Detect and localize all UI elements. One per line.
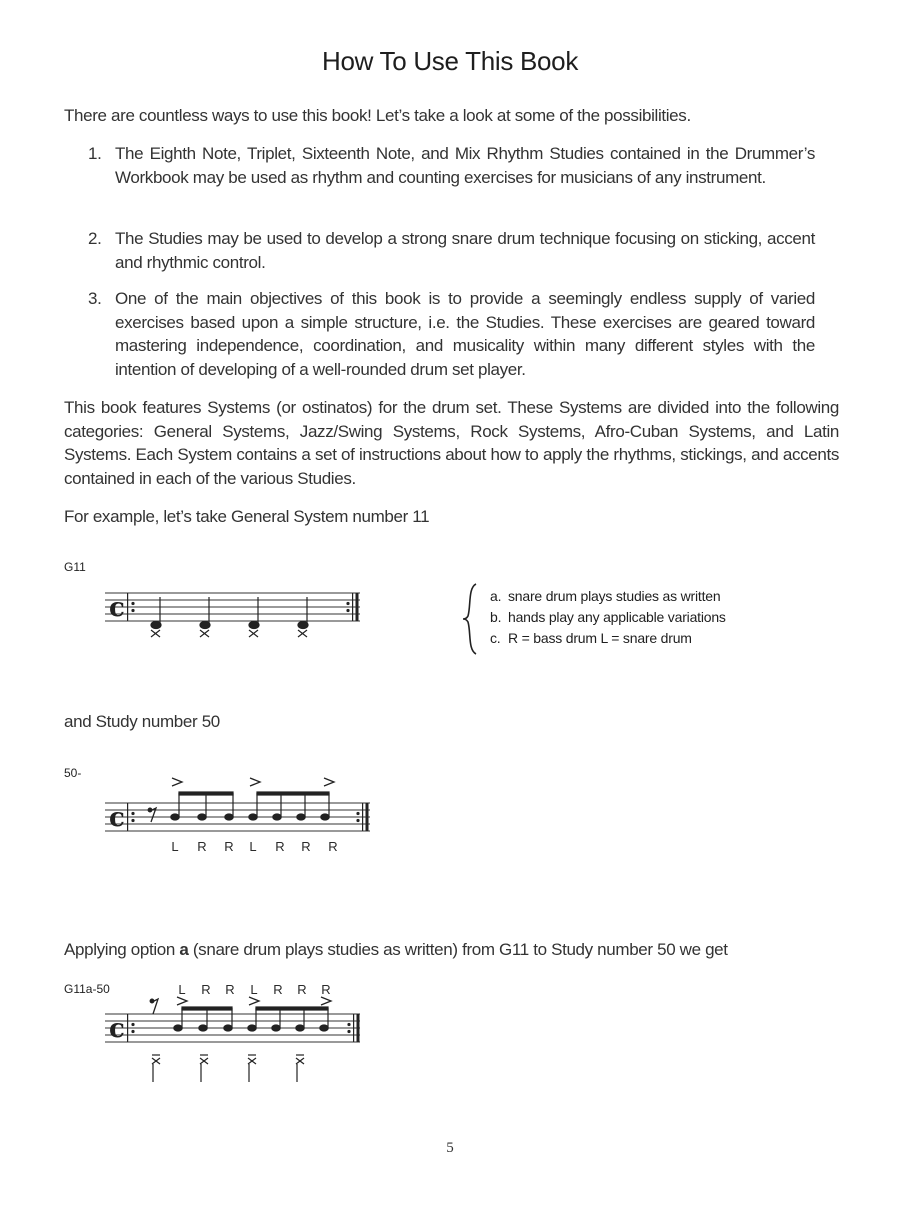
option-letter: a bbox=[179, 940, 189, 959]
systems-paragraph: This book features Systems (or ostinatos) for the drum set. These Systems are divided into the following categories: General Systems, Jazz/Swing Systems, Rock Systems, Afro-Cuban Systems, and Latin Systems. Each System contains a set of instructions about how to apply the rhythms, stickings, and accents contained in each of the various Studies. bbox=[64, 398, 839, 488]
common-time-symbol: c bbox=[109, 1014, 125, 1044]
bass-notes bbox=[151, 597, 308, 637]
study50-label: 50- bbox=[64, 766, 82, 780]
instruction-b: b. hands play any applicable variations bbox=[490, 609, 726, 625]
list-item-3 bbox=[88, 287, 815, 381]
eighth-rest bbox=[150, 999, 158, 1014]
example-intro: For example, let’s take General System number 11 bbox=[64, 507, 430, 526]
sticking-letter: R bbox=[273, 982, 283, 997]
g11-label: G11 bbox=[64, 560, 86, 574]
eighth-rest bbox=[148, 808, 156, 822]
list-text: The Studies may be used to develop a strong snare drum technique focusing on sticking, accent and rhythmic control. bbox=[115, 229, 815, 272]
sticking-letter: L bbox=[250, 982, 258, 997]
sticking-letter: R bbox=[224, 839, 234, 854]
instruction-c: c. R = bass drum L = snare drum bbox=[490, 630, 692, 646]
applying-paragraph: Applying option a (snare drum plays studies as written) from G11 to Study number 50 we get bbox=[64, 940, 728, 959]
study50-staff bbox=[100, 770, 375, 860]
sticking-letter: L bbox=[178, 982, 186, 997]
list-number: 1. bbox=[88, 144, 102, 163]
sticking-letter: L bbox=[249, 839, 257, 854]
combined-label: G11a-50 bbox=[64, 982, 110, 996]
note bbox=[298, 597, 308, 637]
combined-staff bbox=[100, 980, 370, 1090]
sticking-letter: R bbox=[201, 982, 211, 997]
combined-sticking bbox=[178, 982, 330, 997]
sticking-letter: R bbox=[301, 839, 311, 854]
list-item-2 bbox=[88, 227, 815, 274]
sticking-letter: R bbox=[197, 839, 207, 854]
g11-instructions bbox=[490, 586, 790, 649]
page-number: 5 bbox=[446, 1140, 454, 1156]
sticking-letter: R bbox=[321, 982, 331, 997]
snare-notes bbox=[174, 1007, 328, 1031]
snare-notes bbox=[171, 792, 329, 820]
common-time-symbol: c bbox=[109, 593, 125, 623]
note bbox=[200, 597, 210, 637]
intro-paragraph: There are countless ways to use this book! Let’s take a look at some of the possibilities. bbox=[64, 106, 691, 125]
accent-marks bbox=[177, 997, 331, 1005]
note bbox=[249, 597, 259, 637]
study50-sticking bbox=[171, 839, 337, 854]
g11-staff bbox=[100, 585, 370, 645]
note bbox=[151, 597, 161, 637]
sticking-letter: R bbox=[275, 839, 285, 854]
accent-marks bbox=[172, 778, 334, 786]
study-intro: and Study number 50 bbox=[64, 712, 220, 731]
list-number: 3. bbox=[88, 289, 102, 308]
sticking-letter: R bbox=[328, 839, 338, 854]
page-title: How To Use This Book bbox=[321, 46, 579, 76]
sticking-letter: L bbox=[171, 839, 179, 854]
list-text: The Eighth Note, Triplet, Sixteenth Note, and Mix Rhythm Studies contained in the Drummer’s Workbook may be used as rhythm and counting exercises for musicians of any instrument. bbox=[115, 144, 815, 187]
sticking-letter: R bbox=[225, 982, 235, 997]
list-item-1 bbox=[88, 142, 815, 189]
list-text: One of the main objectives of this book is to provide a seemingly endless supply of varied exercises based upon a simple structure, i.e. the Studies. These exercises are geared toward mastering independence, coordination, and musicality within many different styles with the intention of developing of a well-rounded drum set player. bbox=[115, 289, 815, 379]
common-time-symbol: c bbox=[109, 803, 125, 833]
bass-notes bbox=[152, 1055, 304, 1082]
sticking-letter: R bbox=[297, 982, 307, 997]
instruction-a: a. snare drum plays studies as written bbox=[490, 588, 721, 604]
list-number: 2. bbox=[88, 229, 102, 248]
staff-lines bbox=[105, 593, 360, 621]
instruction-brace bbox=[462, 582, 482, 656]
